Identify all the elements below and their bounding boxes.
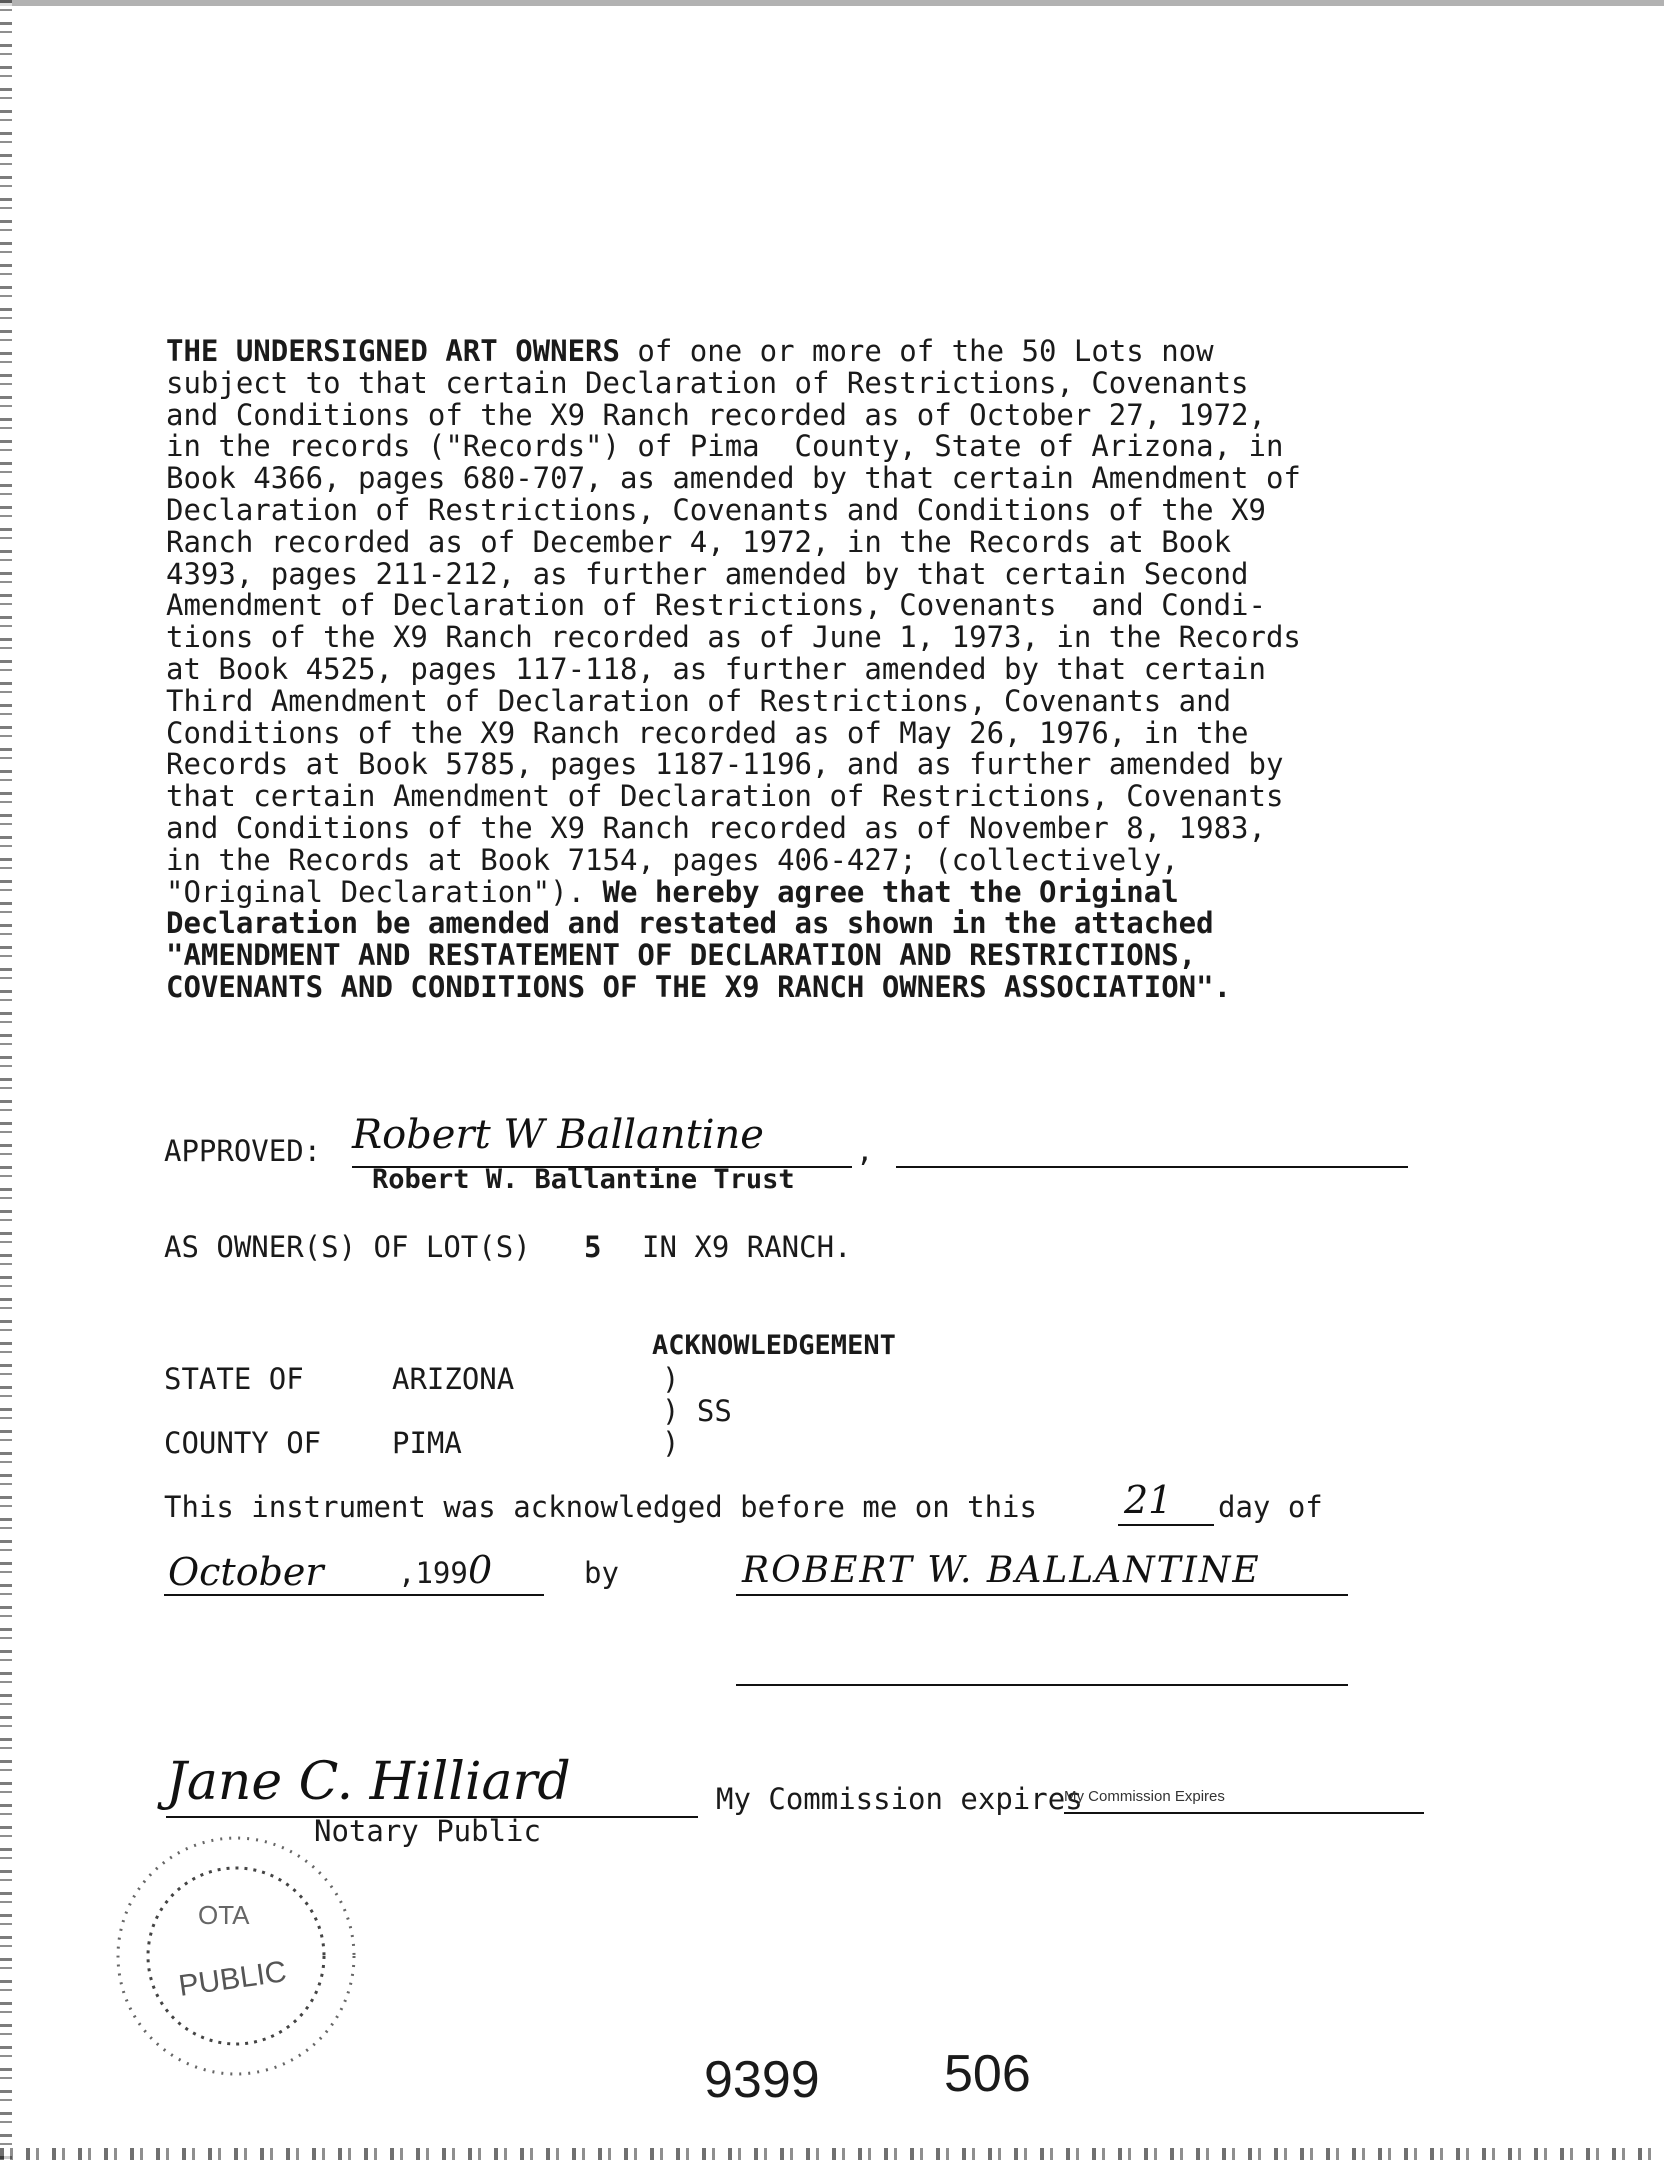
bold-text: THE UNDERSIGNED ART OWNERS [166, 334, 620, 368]
paragraph-line [166, 940, 1406, 972]
second-approver-line [896, 1166, 1408, 1168]
month-value: October [168, 1550, 324, 1594]
regular-text: Book 4366, pages 680-707, as amended by that certain Amendment of [166, 461, 1301, 496]
paragraph-line [166, 683, 1406, 718]
paragraph-line [166, 908, 1406, 940]
owner-lot-prefix: AS OWNER(S) OF LOT(S) [164, 1230, 531, 1264]
book-number: 9399 [704, 2051, 820, 2109]
year-prefix: ,199 [398, 1556, 468, 1590]
declaration-paragraph [166, 336, 1406, 1004]
approver-signature: Robert W Ballantine [352, 1112, 764, 1158]
bold-text: COVENANTS AND CONDITIONS OF THE X9 RANCH OWNERS ASSOCIATION". [166, 969, 1232, 1004]
bold-text: We hereby agree that the Original [602, 874, 1179, 909]
day-suffix: day of [1218, 1490, 1323, 1524]
regular-text: Declaration of Restrictions, Covenants and Conditions of the X9 [166, 492, 1266, 527]
notary-title: Notary Public [314, 1814, 541, 1848]
regular-text: Third Amendment of Declaration of Restrictions, Covenants and [166, 683, 1232, 718]
state-value: ARIZONA [392, 1362, 515, 1396]
date-line [164, 1594, 544, 1596]
regular-text: subject to that certain Declaration of Restrictions, Covenants [166, 365, 1249, 400]
acknowledgement-heading: ACKNOWLEDGEMENT [652, 1330, 896, 1361]
paragraph-line [166, 622, 1406, 654]
acknowledged-name-line [736, 1594, 1348, 1596]
regular-text: and Conditions of the X9 Ranch recorded as of November 8, 1983, [166, 810, 1266, 845]
paragraph-line [166, 874, 1406, 909]
seal-text-middle: PUBLIC [176, 1955, 289, 2003]
regular-text: Conditions of the X9 Ranch recorded as of May 26, 1976, in the [166, 715, 1249, 750]
paragraph-line [166, 463, 1406, 495]
county-label: COUNTY OF [164, 1426, 322, 1460]
paragraph-line [166, 969, 1406, 1004]
notary-seal-icon [86, 1816, 386, 2096]
owner-lot-suffix: IN X9 RANCH. [642, 1230, 852, 1264]
scan-edge-left [0, 0, 12, 2160]
day-line [1118, 1524, 1214, 1526]
page-number: 506 [944, 2045, 1031, 2103]
scan-edge-bottom [0, 2148, 1664, 2160]
by-label: by [584, 1556, 619, 1590]
year-digit: 0 [468, 1548, 493, 1592]
paren-1: ) [662, 1362, 680, 1396]
paren-3: ) [662, 1426, 680, 1460]
approver-name: Robert W. Ballantine Trust [372, 1164, 795, 1195]
regular-text: in the records ("Records") of Pima County, State of Arizona, in [166, 429, 1284, 464]
regular-text: tions of the X9 Ranch recorded as of June 1, 1973, in the Records [166, 620, 1301, 655]
paragraph-line [166, 397, 1406, 432]
approved-label: APPROVED: [164, 1134, 322, 1168]
paragraph-line [166, 651, 1406, 686]
paragraph-line [166, 715, 1406, 750]
county-value: PIMA [392, 1426, 462, 1460]
regular-text: at Book 4525, pages 117-118, as further amended by that certain [166, 651, 1266, 686]
paragraph-line [166, 556, 1406, 591]
regular-text: Records at Book 5785, pages 1187-1196, and as further amended by [166, 747, 1284, 782]
paragraph-line [166, 590, 1406, 622]
approval-comma: , [856, 1134, 874, 1168]
commission-stamp-text: My Commission Expires [1064, 1788, 1225, 1805]
regular-text: in the Records at Book 7154, pages 406-427; (collectively, [166, 842, 1179, 877]
state-label: STATE OF [164, 1362, 304, 1396]
scan-edge-top [0, 0, 1664, 6]
paragraph-line [166, 365, 1406, 400]
regular-text: and Conditions of the X9 Ranch recorded as of October 27, 1972, [166, 397, 1266, 432]
paragraph-line [166, 336, 1406, 368]
day-value: 21 [1124, 1478, 1173, 1522]
notary-signature: Jane C. Hilliard [166, 1752, 571, 1812]
regular-text: that certain Amendment of Declaration of Restrictions, Covenants [166, 779, 1284, 814]
paragraph-line [166, 842, 1406, 877]
acknowledged-name: ROBERT W. BALLANTINE [742, 1550, 1261, 1591]
commission-line [1064, 1812, 1424, 1814]
acknowledged-sentence: This instrument was acknowledged before me on this [164, 1490, 1037, 1524]
paragraph-line [166, 749, 1406, 781]
blank-line [736, 1684, 1348, 1686]
venue-ss: ) SS [662, 1394, 732, 1428]
regular-text: 4393, pages 211-212, as further amended by that certain Second [166, 556, 1249, 591]
bold-text: "AMENDMENT AND RESTATEMENT OF DECLARATION AND RESTRICTIONS, [166, 938, 1197, 973]
owner-lot-number: 5 [584, 1230, 602, 1264]
paragraph-line [166, 492, 1406, 527]
paragraph-line [166, 810, 1406, 845]
paragraph-line [166, 431, 1406, 463]
regular-text: Amendment of Declaration of Restrictions, Covenants and Condi- [166, 588, 1266, 623]
regular-text: Ranch recorded as of December 4, 1972, in the Records at Book [166, 524, 1232, 559]
commission-label: My Commission expires [716, 1782, 1083, 1816]
regular-text: of one or more of the 50 Lots now [619, 334, 1214, 368]
paragraph-line [166, 524, 1406, 559]
paragraph-line [166, 781, 1406, 813]
regular-text: "Original Declaration"). [166, 874, 603, 909]
seal-text-top: OTA [198, 1900, 250, 1930]
bold-text: Declaration be amended and restated as shown in the attached [166, 906, 1214, 941]
